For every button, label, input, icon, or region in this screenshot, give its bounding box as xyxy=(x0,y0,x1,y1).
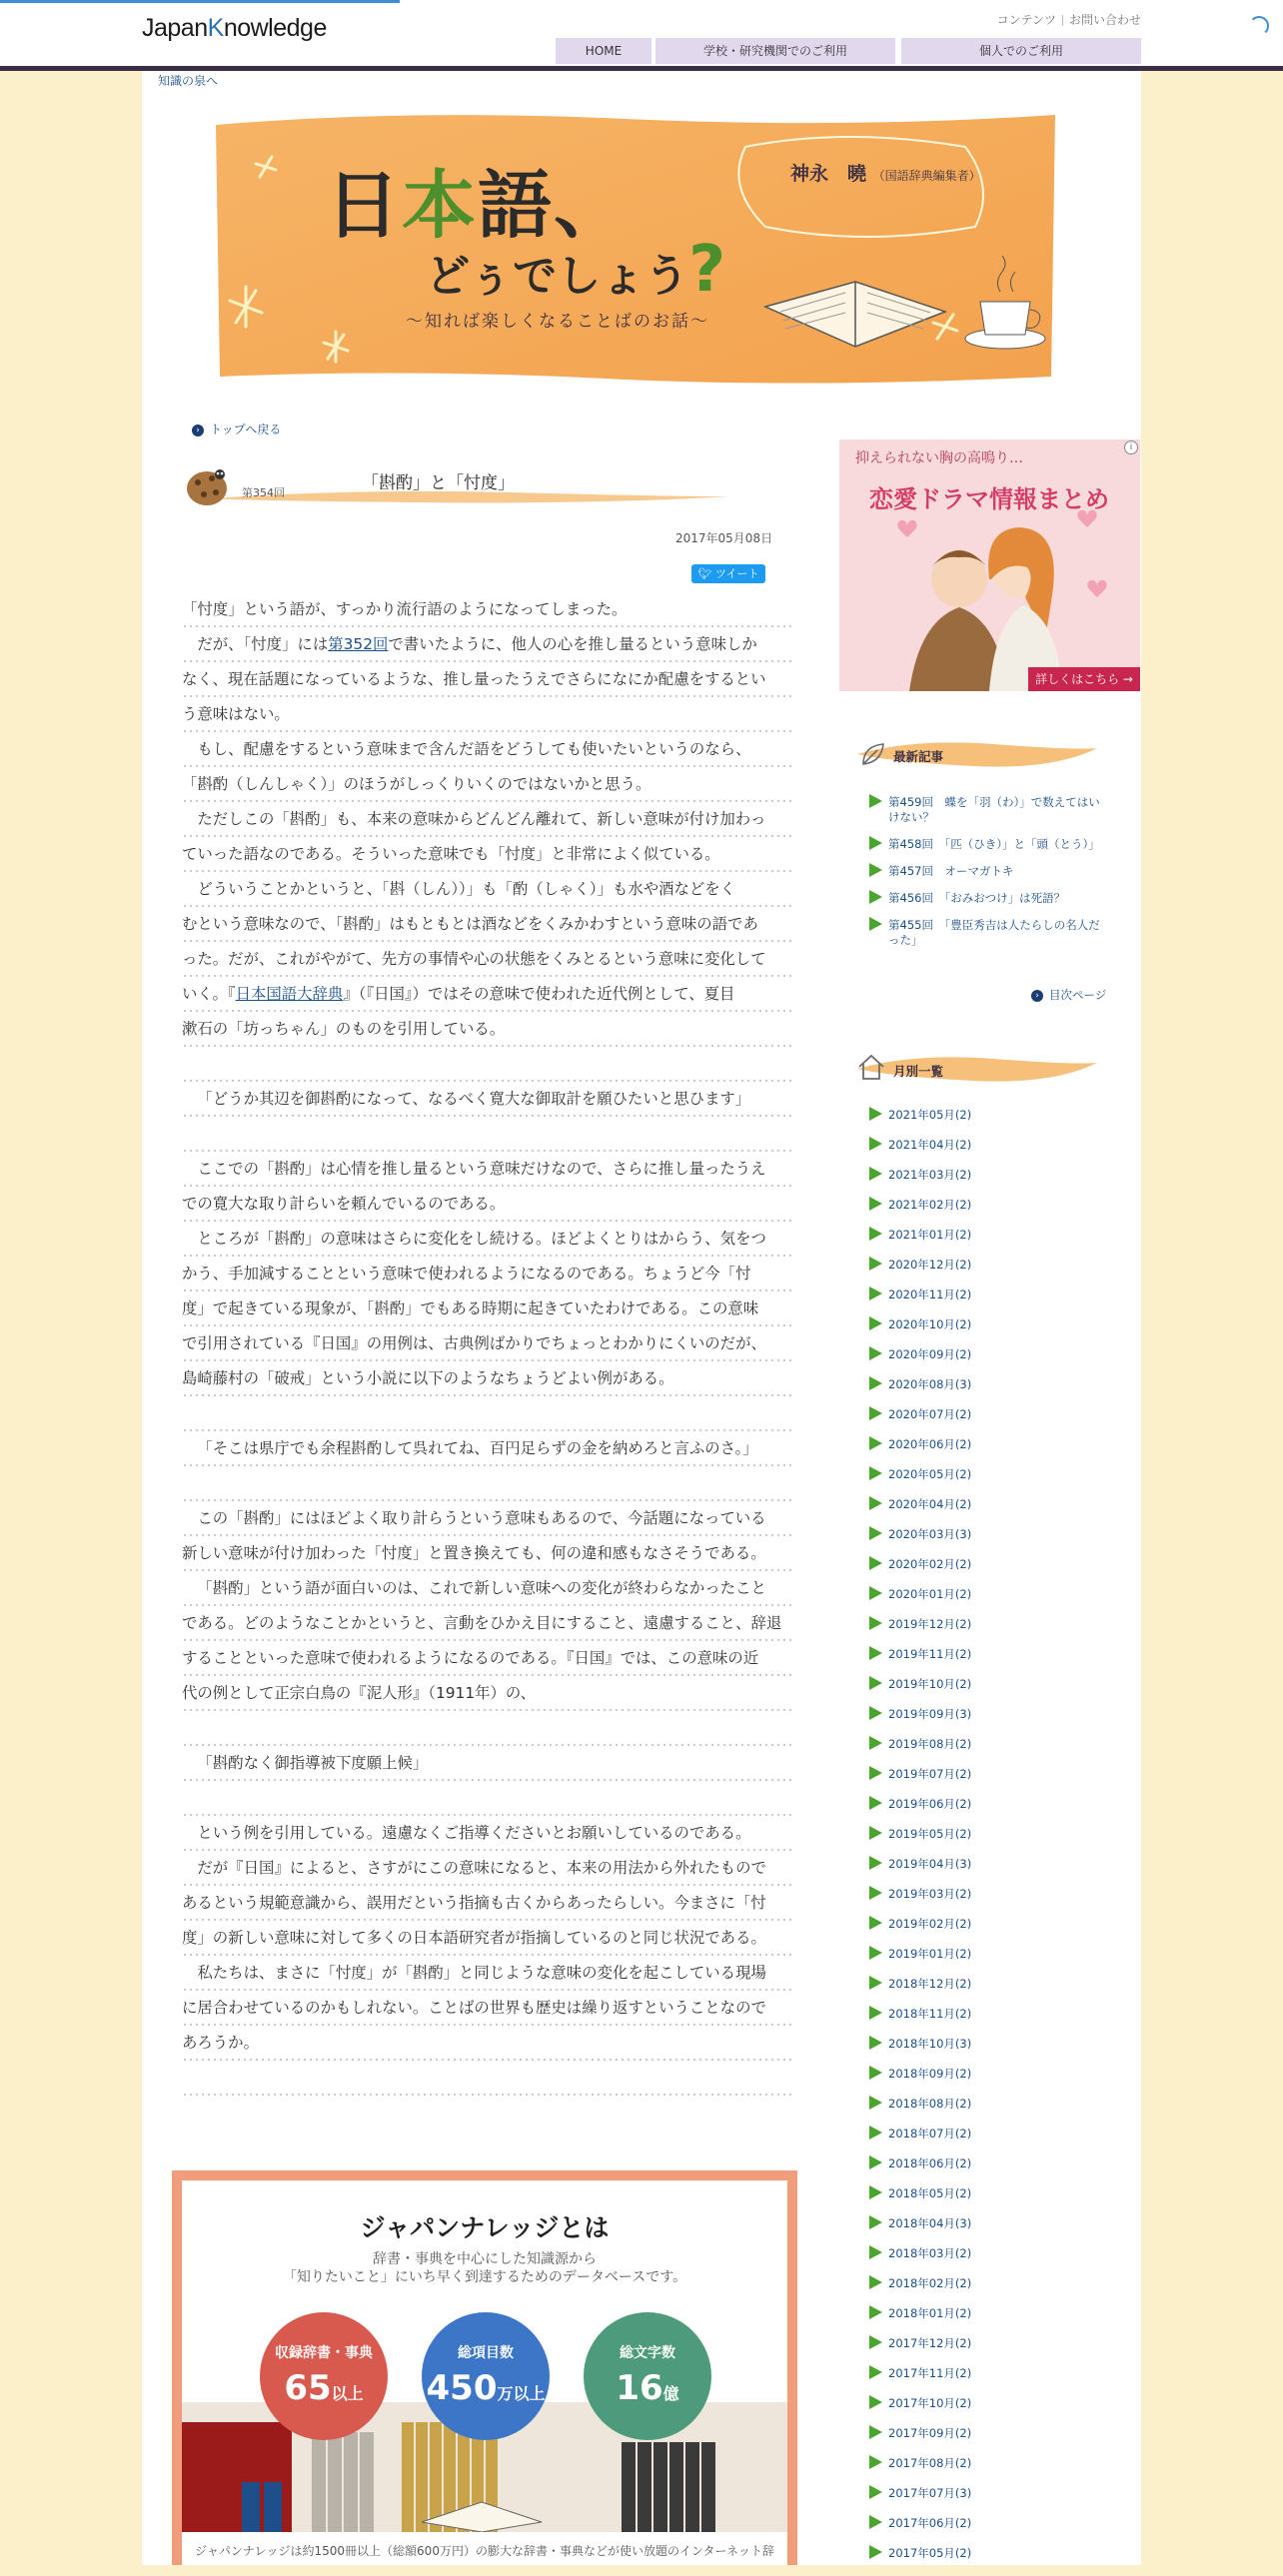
green-triangle-icon xyxy=(869,1197,882,1211)
green-triangle-icon xyxy=(869,1257,882,1271)
ad-illustration xyxy=(839,439,1140,691)
circle-arrow-icon: › xyxy=(1031,990,1043,1002)
green-triangle-icon xyxy=(869,1346,882,1360)
green-triangle-icon xyxy=(869,2245,882,2259)
article-blank-line xyxy=(182,1711,791,1746)
ladybug-icon xyxy=(182,462,232,508)
green-triangle-icon xyxy=(869,1676,882,1690)
monthly-archive-item[interactable]: 2019年08月(2) xyxy=(863,1737,1123,1767)
loading-progress-bar xyxy=(0,0,400,3)
green-triangle-icon xyxy=(869,2455,882,2469)
green-triangle-icon xyxy=(869,2066,882,2080)
green-triangle-icon xyxy=(869,1526,882,1540)
banner-title-line-2: どぅでしょう? xyxy=(426,233,726,307)
green-triangle-icon xyxy=(869,863,882,877)
monthly-archive-item[interactable]: 2019年03月(2) xyxy=(863,1887,1123,1917)
article-blank-line xyxy=(182,1466,791,1501)
monthly-archive-item[interactable]: 2017年08月(2) xyxy=(863,2456,1123,2486)
article-line: 漱石の「坊っちゃん」のものを引用している。 xyxy=(182,1012,791,1047)
article-line: である。どのようなことかというと、言動をひかえ目にすること、遠慮すること、辞退 xyxy=(182,1606,791,1641)
article-line: う意味はない。 xyxy=(182,697,791,732)
article-number: 第354回 xyxy=(242,486,285,499)
green-triangle-icon xyxy=(869,1736,882,1750)
green-triangle-icon xyxy=(869,1946,882,1960)
monthly-archive-item[interactable]: 2018年07月(2) xyxy=(863,2127,1123,2156)
nav-home[interactable]: HOME xyxy=(556,38,651,64)
monthly-archive-item[interactable]: 2018年09月(2) xyxy=(863,2067,1123,2097)
article-line: 「斟酌」という語が面白いのは、これで新しい意味への変化が終わらなかったこと xyxy=(182,1571,791,1606)
monthly-archive-item[interactable]: 2021年02月(2) xyxy=(863,1198,1123,1228)
logo-text-nowledge: nowledge xyxy=(223,14,327,42)
monthly-archive-item[interactable]: 2020年03月(3) xyxy=(863,1527,1123,1557)
article-line: ただしこの「斟酌」も、本来の意味からどんどん離れて、新しい意味が付け加わっ xyxy=(182,802,791,837)
green-triangle-icon xyxy=(869,1137,882,1151)
article-line: かう、手加減することという意味で使われるようになるのである。ちょうど今「忖 xyxy=(182,1257,791,1291)
article-line: することといった意味で使われるようになるのである。『日国』では、この意味の近 xyxy=(182,1641,791,1676)
monthly-archive-item[interactable]: 2021年04月(2) xyxy=(863,1138,1123,1168)
article-line: なく、現在話題になっているような、推し量ったうえでさらになにか配慮をするとい xyxy=(182,662,791,697)
monthly-archive-item[interactable]: 2020年10月(2) xyxy=(863,1317,1123,1347)
article-blank-line xyxy=(182,1117,791,1152)
monthly-archive-item[interactable]: 2021年01月(2) xyxy=(863,1228,1123,1258)
green-triangle-icon xyxy=(869,1616,882,1630)
green-triangle-icon xyxy=(869,1886,882,1900)
stat-dictionaries: 収録辞書・事典 65以上 xyxy=(260,2312,388,2440)
green-triangle-icon xyxy=(869,1976,882,1990)
monthly-archive-item[interactable]: 2018年06月(2) xyxy=(863,2156,1123,2186)
green-triangle-icon xyxy=(869,2096,882,2110)
monthly-archive-item[interactable]: 2020年07月(2) xyxy=(863,1407,1123,1437)
circle-arrow-icon: › xyxy=(192,425,204,436)
monthly-archive-item[interactable]: 2017年06月(2) xyxy=(863,2516,1123,2546)
green-triangle-icon xyxy=(869,1406,882,1420)
green-triangle-icon xyxy=(869,2126,882,2140)
tweet-button[interactable] xyxy=(691,564,765,583)
latest-articles-list xyxy=(863,795,1108,960)
green-triangle-icon xyxy=(869,1107,882,1121)
green-triangle-icon xyxy=(869,2185,882,2199)
green-triangle-icon xyxy=(869,1826,882,1840)
article-line: での寛大な取り計らいを頼んでいるのである。 xyxy=(182,1187,791,1222)
monthly-archive-item[interactable]: 2020年09月(2) xyxy=(863,1347,1123,1377)
monthly-archive-item[interactable]: 2018年10月(3) xyxy=(863,2037,1123,2067)
article-line: いく。『日本国語大辞典』（『日国』）ではその意味で使われた近代例として、夏目 xyxy=(182,977,791,1012)
green-triangle-icon xyxy=(869,2305,882,2319)
monthly-archive-item[interactable]: 2021年05月(2) xyxy=(863,1108,1123,1138)
monthly-archive-item[interactable]: 2018年03月(2) xyxy=(863,2246,1123,2276)
article-line: 代の例として正宗白鳥の『泥人形』（1911年）の、 xyxy=(182,1676,791,1711)
monthly-archive-item[interactable]: 2018年01月(2) xyxy=(863,2306,1123,2336)
back-to-top-link[interactable] xyxy=(192,421,281,437)
article-line: 島崎藤村の「破戒」という小説に以下のようなちょうどよい例がある。 xyxy=(182,1361,791,1396)
article-line: で引用されている『日国』の用例は、古典例ばかりでちょっとわかりにくいのだが、 xyxy=(182,1326,791,1361)
article-blank-line xyxy=(182,1396,791,1431)
monthly-archive-item[interactable]: 2020年02月(2) xyxy=(863,1557,1123,1587)
article-inline-link[interactable]: 日本国語大辞典 xyxy=(235,985,344,1003)
green-triangle-icon xyxy=(869,2006,882,2020)
twitter-bird-icon: 🐦︎ xyxy=(697,567,715,580)
green-triangle-icon xyxy=(869,2335,882,2349)
index-page-label: 目次ページ xyxy=(1049,988,1107,1002)
monthly-archive-item[interactable]: 2020年08月(3) xyxy=(863,1377,1123,1407)
green-triangle-icon xyxy=(869,1436,882,1450)
promo-title: ジャパンナレッジとは xyxy=(360,2213,610,2242)
latest-article-item[interactable]: 第456回 「おみおつけ」は死語？ xyxy=(863,891,1108,906)
green-triangle-icon xyxy=(869,2215,882,2229)
article-line: 「どうか其辺を御斟酌になって、なるべく寛大な御取計を願ひたいと思ひます」 xyxy=(182,1082,791,1117)
tweet-label: ツイート xyxy=(715,567,759,580)
ad-cta-button[interactable]: 詳しくはこちら → xyxy=(1028,667,1140,691)
monthly-archive-item[interactable]: 2019年09月(3) xyxy=(863,1707,1123,1737)
monthly-archive-item[interactable]: 2019年07月(2) xyxy=(863,1767,1123,1797)
japanknowledge-logo[interactable] xyxy=(142,14,327,43)
green-triangle-icon xyxy=(869,1227,882,1241)
heading-brush-stroke xyxy=(853,1047,1097,1091)
monthly-archive-item[interactable]: 2019年12月(2) xyxy=(863,1617,1123,1647)
nav-individuals[interactable]: 個人でのご利用 xyxy=(901,38,1141,64)
article-line: 新しい意味が付け加わった「忖度」と置き換えても、何の違和感もなさそうである。 xyxy=(182,1536,791,1571)
house-icon xyxy=(855,1051,887,1083)
green-triangle-icon xyxy=(869,2425,882,2439)
article-line: むという意味なので、「斟酌」はもともとは酒などをくみかわすという意味の語であ xyxy=(182,907,791,942)
banner-title-line-1: 日本語、 xyxy=(326,163,630,249)
article-blank-line xyxy=(182,1781,791,1816)
monthly-archive-item[interactable]: 2017年10月(2) xyxy=(863,2396,1123,2426)
green-triangle-icon xyxy=(869,2485,882,2499)
monthly-archive-heading xyxy=(853,1047,1097,1091)
latest-article-item[interactable]: 第459回 蝶を「羽（わ）」で数えてはいけない？ xyxy=(863,795,1108,825)
article-line: 度」で起きている現象が、「斟酌」でもある時期に起きていたわけである。この意味 xyxy=(182,1291,791,1326)
monthly-archive-item[interactable]: 2020年04月(2) xyxy=(863,1497,1123,1527)
japanknowledge-promo[interactable] xyxy=(172,2170,797,2565)
nav-institutions[interactable]: 学校・研究機関でのご利用 xyxy=(655,38,895,64)
promo-footer-text: ジャパンナレッジは約1500冊以上（総額600万円）の膨大な辞書・事典などが使い放題のインターネット辞 xyxy=(195,2544,774,2558)
stat-characters: 総文字数 16億 xyxy=(584,2312,711,2440)
leaf-icon xyxy=(857,738,889,770)
monthly-archive-item[interactable]: 2021年03月(2) xyxy=(863,1168,1123,1198)
green-triangle-icon xyxy=(869,2545,882,2559)
monthly-archive-item[interactable]: 2019年02月(2) xyxy=(863,1917,1123,1947)
green-triangle-icon xyxy=(869,1466,882,1480)
promo-inner xyxy=(182,2180,787,2565)
ad-headline: 恋愛ドラマ情報まとめ xyxy=(869,485,1109,513)
article-blank-line xyxy=(182,2061,791,2096)
green-triangle-icon xyxy=(869,2515,882,2529)
banner-subtitle: 〜知れば楽しくなることばのお話〜 xyxy=(406,312,709,332)
green-triangle-icon xyxy=(869,2395,882,2409)
article-blank-line xyxy=(182,1047,791,1082)
green-triangle-icon xyxy=(869,1916,882,1930)
article-line: だが『日国』によると、さすがにこの意味になると、本来の用法から外れたもので xyxy=(182,1851,791,1886)
monthly-archive-item[interactable]: 2017年12月(2) xyxy=(863,2336,1123,2366)
green-triangle-icon xyxy=(869,1766,882,1780)
ad-info-icon[interactable]: i xyxy=(1124,440,1138,454)
stat-entries: 総項目数 450万以上 xyxy=(422,2312,550,2440)
breadcrumb-link[interactable]: 知識の泉へ xyxy=(158,74,219,88)
monthly-archive-item[interactable]: 2017年05月(2) xyxy=(863,2546,1123,2576)
article-line: この「斟酌」にはほどよく取り計らうという意味もあるので、今話題になっている xyxy=(182,1501,791,1536)
article-line: 私たちは、まさに「忖度」が「斟酌」と同じような意味の変化を起こしている現場 xyxy=(182,1956,791,1991)
green-triangle-icon xyxy=(869,1376,882,1390)
ad-tagline: 抑えられない胸の高鳴り… xyxy=(855,450,1023,466)
green-triangle-icon xyxy=(869,836,882,850)
contact-link[interactable]: お問い合わせ xyxy=(1068,13,1141,27)
logo-text-k: K xyxy=(207,14,224,42)
monthly-archive-item[interactable]: 2019年10月(2) xyxy=(863,1677,1123,1707)
monthly-archive-item[interactable]: 2018年08月(2) xyxy=(863,2097,1123,2127)
green-triangle-icon xyxy=(869,1586,882,1600)
monthly-archive-item[interactable]: 2018年04月(3) xyxy=(863,2216,1123,2246)
green-triangle-icon xyxy=(869,2036,882,2050)
article-line: ところが「斟酌」の意味はさらに変化をし続ける。ほどよくとりはからう、気をつ xyxy=(182,1222,791,1257)
latest-articles-title: 最新記事 xyxy=(893,749,944,764)
latest-articles-heading xyxy=(853,732,1097,776)
monthly-archive-item[interactable]: 2020年06月(2) xyxy=(863,1437,1123,1467)
article-line: 「斟酌（しんしゃく）」のほうがしっくりいくのではないかと思う。 xyxy=(182,767,791,802)
green-triangle-icon xyxy=(869,1646,882,1660)
green-triangle-icon xyxy=(869,1796,882,1810)
article-line: 「そこは県庁でも余程斟酌して呉れてね、百円足らずの金を納めろと言ふのさ。」 xyxy=(182,1431,791,1466)
util-separator xyxy=(1062,15,1063,26)
article-header xyxy=(182,462,781,532)
monthly-archive-item[interactable]: 2019年04月(3) xyxy=(863,1857,1123,1887)
article-inline-link[interactable]: 第352回 xyxy=(328,635,389,653)
monthly-archive-list xyxy=(863,1108,1123,2576)
article-date: 2017年05月08日 xyxy=(675,531,773,545)
article-line: に居合わせているのかもしれない。ことばの世界も歴史は繰り返すということなので xyxy=(182,1991,791,2026)
article-line: あろうか。 xyxy=(182,2026,791,2061)
monthly-archive-item[interactable]: 2020年12月(2) xyxy=(863,1258,1123,1288)
green-triangle-icon xyxy=(869,2365,882,2379)
article-line: ここでの「斟酌」は心情を推し量るという意味だけなので、さらに推し量ったうえ xyxy=(182,1152,791,1187)
monthly-archive-item[interactable]: 2020年11月(2) xyxy=(863,1288,1123,1317)
latest-article-item[interactable]: 第457回 オーマガトキ xyxy=(863,864,1108,879)
page-content xyxy=(142,71,1141,2565)
banner-author: 神永 曉 （国語辞典編集者） xyxy=(790,163,981,185)
green-triangle-icon xyxy=(869,1287,882,1300)
promo-description: 辞書・事典を中心にした知識源から 「知りたいこと」にいち早く到達するためのデータベースです。 xyxy=(282,2251,687,2285)
advertisement[interactable] xyxy=(839,439,1140,691)
green-triangle-icon xyxy=(869,1496,882,1510)
article-line: 度」の新しい意味に対して多くの日本語研究者が指摘しているのと同じ状況である。 xyxy=(182,1921,791,1956)
monthly-archive-item[interactable]: 2018年12月(2) xyxy=(863,1977,1123,2007)
heading-brush-stroke xyxy=(853,732,1097,776)
monthly-archive-item[interactable]: 2018年02月(2) xyxy=(863,2276,1123,2306)
index-page-link[interactable] xyxy=(1031,987,1106,1003)
monthly-archive-item[interactable]: 2017年07月(3) xyxy=(863,2486,1123,2516)
article-line: だが、「忖度」には第352回で書いたように、他人の心を推し量るという意味しか xyxy=(182,627,791,662)
column-banner xyxy=(206,107,1063,387)
monthly-archive-item[interactable]: 2017年09月(2) xyxy=(863,2426,1123,2456)
article-title: 「斟酌」と「忖度」 xyxy=(362,473,515,493)
green-triangle-icon xyxy=(869,1316,882,1330)
article-line: どういうことかというと、「斟（しん））」も「酌（しゃく）」も水や酒などをく xyxy=(182,872,791,907)
utility-links xyxy=(997,11,1141,28)
monthly-archive-item[interactable]: 2019年11月(2) xyxy=(863,1647,1123,1677)
latest-article-item[interactable]: 第458回 「匹（ひき）」と「頭（とう）」 xyxy=(863,837,1108,852)
loading-spinner-icon xyxy=(1249,16,1269,36)
article-line: という例を引用している。遠慮なくご指導くださいとお願いしているのである。 xyxy=(182,1816,791,1851)
monthly-archive-item[interactable]: 2020年01月(2) xyxy=(863,1587,1123,1617)
logo-text-japan: Japan xyxy=(142,14,208,42)
article-line: 「斟酌なく御指導被下度願上候」 xyxy=(182,1746,791,1781)
green-triangle-icon xyxy=(869,1856,882,1870)
contents-link[interactable]: コンテンツ xyxy=(996,13,1056,27)
monthly-archive-item[interactable]: 2018年11月(2) xyxy=(863,2007,1123,2037)
green-triangle-icon xyxy=(869,2275,882,2289)
green-triangle-icon xyxy=(869,794,882,808)
monthly-archive-item[interactable]: 2017年11月(2) xyxy=(863,2366,1123,2396)
green-triangle-icon xyxy=(869,1706,882,1720)
green-triangle-icon xyxy=(869,1167,882,1181)
latest-article-item[interactable]: 第455回 「豊臣秀吉は人たらしの名人だった」 xyxy=(863,918,1108,948)
back-to-top-label: トップへ戻る xyxy=(210,423,282,436)
green-triangle-icon xyxy=(869,917,882,931)
monthly-archive-item[interactable]: 2020年05月(2) xyxy=(863,1467,1123,1497)
monthly-archive-item[interactable]: 2019年06月(2) xyxy=(863,1797,1123,1827)
monthly-archive-item[interactable]: 2019年05月(2) xyxy=(863,1827,1123,1857)
green-triangle-icon xyxy=(869,2155,882,2169)
green-triangle-icon xyxy=(869,890,882,904)
monthly-archive-title: 月別一覧 xyxy=(893,1064,944,1079)
article-line: あるという規範意識から、誤用だという指摘も古くからあったらしい。今まさに「忖 xyxy=(182,1886,791,1921)
article-line: った。だが、これがやがて、先方の事情や心の状態をくみとるという意味に変化して xyxy=(182,942,791,977)
article-line: ていった語なのである。そういった意味でも「忖度」と非常によく似ている。 xyxy=(182,837,791,872)
monthly-archive-item[interactable]: 2019年01月(2) xyxy=(863,1947,1123,1977)
article-body xyxy=(182,592,791,2096)
article-line: もし、配慮をするという意味まで含んだ語をどうしても使いたいというのなら、 xyxy=(182,732,791,767)
site-header xyxy=(0,0,1283,71)
monthly-archive-item[interactable]: 2018年05月(2) xyxy=(863,2186,1123,2216)
article-line: 「忖度」という語が、すっかり流行語のようになってしまった。 xyxy=(182,592,791,627)
green-triangle-icon xyxy=(869,1556,882,1570)
